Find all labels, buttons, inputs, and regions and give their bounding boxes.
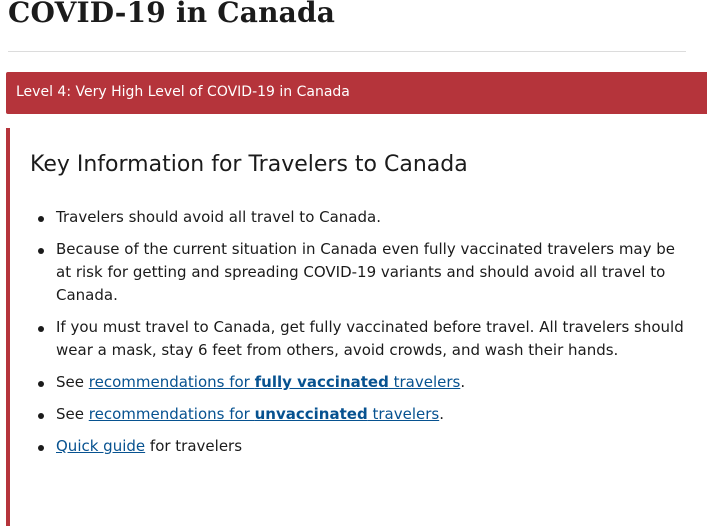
list-item-suffix: . [460, 373, 466, 391]
travel-level-banner [6, 72, 707, 114]
list-item-prefix: See [56, 405, 89, 423]
list-item-text: Travelers should avoid all travel to Canada. [56, 208, 381, 226]
list-item-suffix: for travelers [145, 437, 243, 455]
list-item-text: If you must travel to Canada, get fully vaccinated before travel. All travelers should wear a mask, stay 6 feet from others, avoid crowds, and wash their hands. [56, 318, 684, 359]
unvaccinated-recommendations-link[interactable] [89, 405, 439, 423]
link-bold-text: fully vaccinated [254, 373, 389, 391]
list-item-unvaccinated [36, 403, 686, 426]
list-item-avoid-travel [36, 206, 686, 229]
page-title: COVID-19 in Canada [8, 0, 336, 29]
list-item-must-travel [36, 316, 686, 362]
link-bold-text: unvaccinated [254, 405, 368, 423]
link-text: recommendations for [88, 405, 255, 423]
link-text: travelers [388, 373, 461, 391]
key-information-box [6, 128, 707, 526]
key-information-list [36, 206, 686, 467]
title-divider [8, 51, 686, 52]
list-item-prefix: See [56, 373, 89, 391]
list-item-text: Because of the current situation in Canada even fully vaccinated travelers may be at risk for getting and spreading COVID-19 variants and should avoid all travel to Canada. [56, 240, 676, 304]
list-item-quick-guide [36, 435, 686, 458]
list-item-fully-vaccinated [36, 371, 686, 394]
link-text: travelers [367, 405, 440, 423]
fully-vaccinated-recommendations-link[interactable] [89, 373, 461, 391]
list-item-vaccinated-risk [36, 238, 686, 307]
quick-guide-link[interactable]: Quick guide [56, 437, 146, 455]
link-text: recommendations for [88, 373, 255, 391]
list-item-suffix: . [439, 405, 444, 423]
travel-level-text: Level 4: Very High Level of COVID-19 in Canada [16, 84, 350, 100]
key-information-heading: Key Information for Travelers to Canada [30, 152, 468, 177]
